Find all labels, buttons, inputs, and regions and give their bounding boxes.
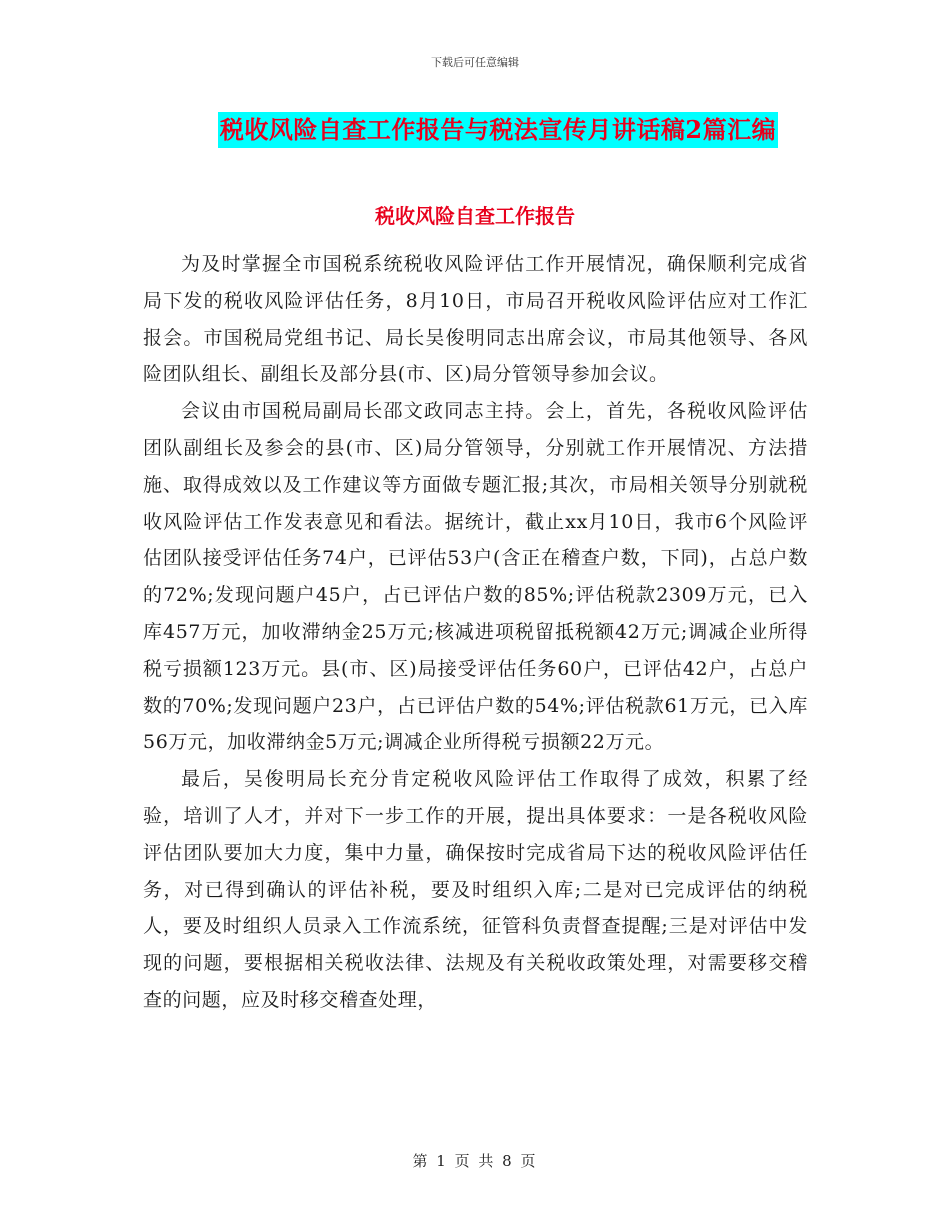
document-main-title: 税收风险自查工作报告与税法宣传月讲话稿2篇汇编 [218, 112, 778, 148]
page-header-note: 下载后可任意编辑 [431, 56, 519, 69]
page-number-footer: 第 1 页 共 8 页 [412, 1152, 538, 1170]
document-body [143, 246, 808, 1019]
paragraph-2: 会议由市国税局副局长邵文政同志主持。会上，首先，各税收风险评估团队副组长及参会的县(市、区)局分管领导，分别就工作开展情况、方法措施、取得成效以及工作建议等方面做专题汇报;其次，市局相关领导分别就税收风险评估工作发表意见和看法。据统计，截止xx月10日，我市6个风险评估团队接受评估任务74户，已评估53户(含正在稽查户数，下同)，占总户数的72%;发现问题户45户，占已评估户数的85%;评估税款2309万元，已入库457万元，加收滞纳金25万元;核减进项税留抵税额42万元;调减企业所得税亏损额123万元。县(市、区)局接受评估任务60户，已评估42户，占总户数的70%;发现问题户23户，占已评估户数的54%;评估税款61万元，已入库56万元，加收滞纳金5万元;调减企业所得税亏损额22万元。 [143, 400, 808, 754]
main-title-container [0, 112, 950, 148]
section-title: 税收风险自查工作报告 [375, 204, 575, 228]
paragraph-3: 最后，吴俊明局长充分肯定税收风险评估工作取得了成效，积累了经验，培训了人才，并对下一步工作的开展，提出具体要求：一是各税收风险评估团队要加大力度，集中力量，确保按时完成省局下达的税收风险评估任务，对已得到确认的评估补税，要及时组织入库;二是对已完成评估的纳税人，要及时组织人员录入工作流系统，征管科负责督查提醒;三是对评估中发现的问题，要根据相关税收法律、法规及有关税收政策处理，对需要移交稽查的问题，应及时移交稽查处理， [143, 768, 808, 1011]
paragraph-1: 为及时掌握全市国税系统税收风险评估工作开展情况，确保顺利完成省局下发的税收风险评估任务，8月10日，市局召开税收风险评估应对工作汇报会。市国税局党组书记、局长吴俊明同志出席会议，市局其他领导、各风险团队组长、副组长及部分县(市、区)局分管领导参加会议。 [143, 253, 808, 386]
